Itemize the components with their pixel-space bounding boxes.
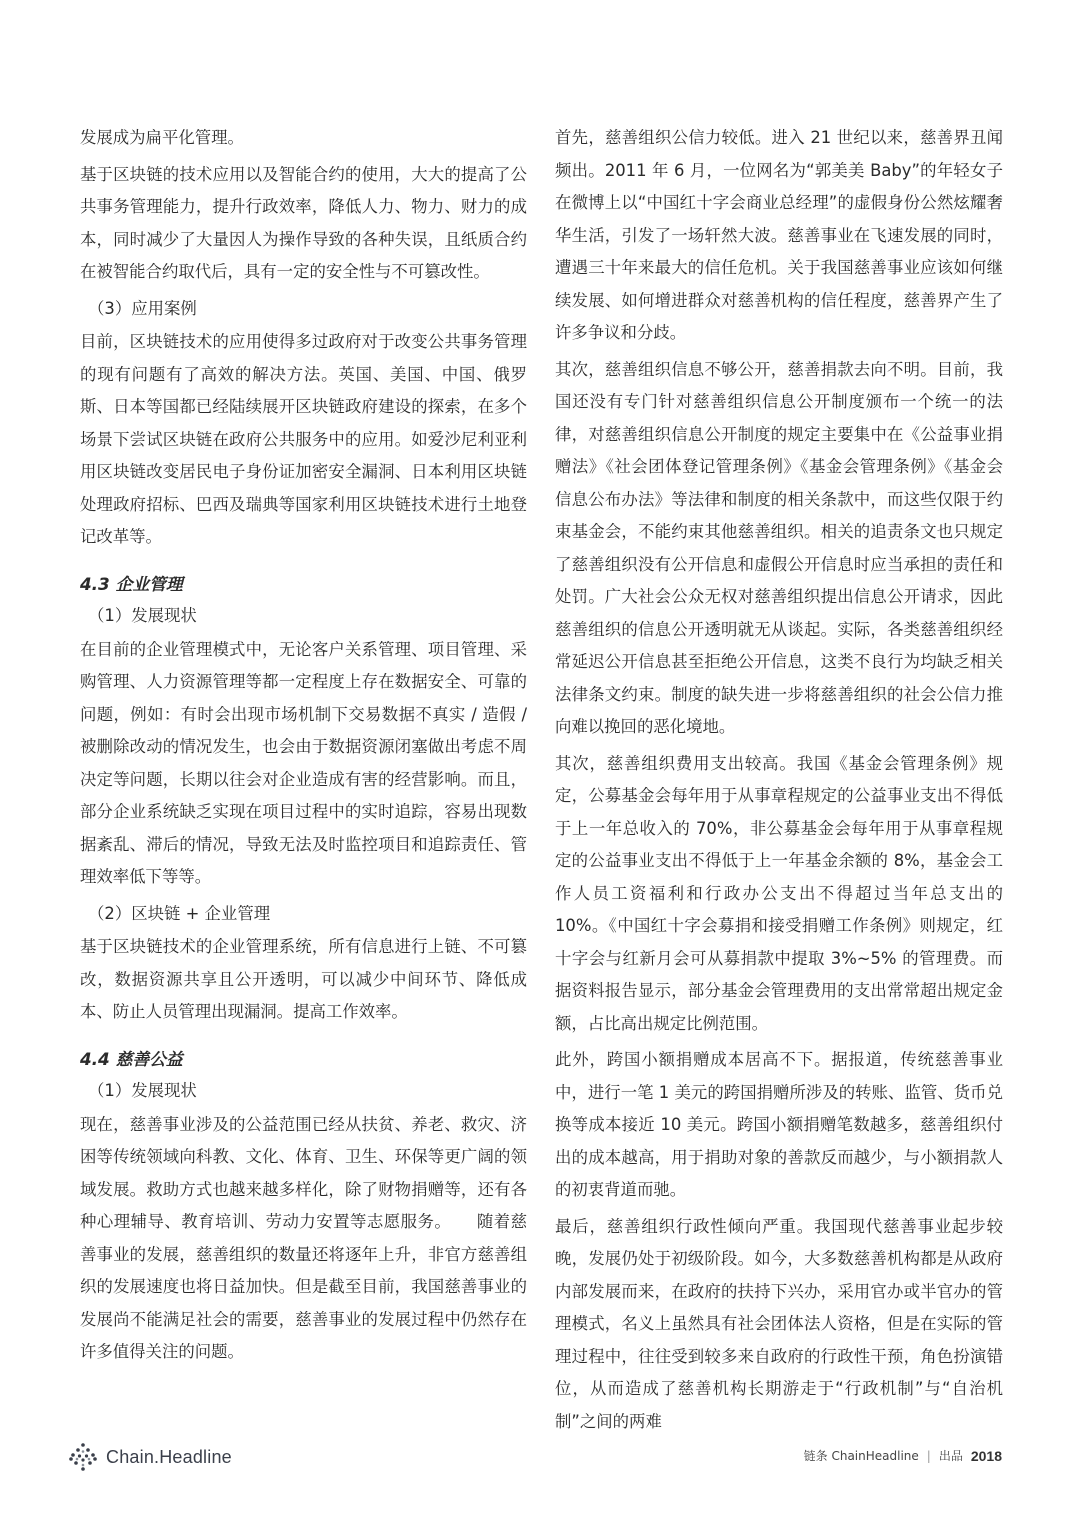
- body-paragraph: 在目前的企业管理模式中，无论客户关系管理、项目管理、采购管理、人力资源管理等都一定程度上存在数据安全、可靠的问题，例如：有时会出现市场机制下交易数据不真实 / 造假 / 被删除改动的情况发生，也会由于数据资源闭塞做出考虑不周决定等问题，长期以往会对企业造成有害的经营影响。而且，部分企业系统缺乏实现在项目过程中的实时追踪，容易出现数据紊乱、滞后的情况，导致无法及时监控项目和追踪责任、管理效率低下等等。: [80, 639, 527, 886]
- year-label: 2018: [970, 1447, 1002, 1464]
- subsection-label: （1）发展现状: [88, 1081, 197, 1100]
- left-column: [80, 122, 527, 1373]
- subsection-label: （1）发展现状: [88, 606, 197, 625]
- body-paragraph: 其次，慈善组织信息不够公开，慈善捐款去向不明。目前，我国还没有专门针对慈善组织信息公开制度颁布一个统一的法律，对慈善组织信息公开制度的规定主要集中在《公益事业捐赠法》《社会团体登记管理条例》《基金会管理条例》《基金会信息公布办法》等法律和制度的相关条款中，而这些仅限于约束基金会，不能约束其他慈善组织。相关的追责条文也只规定了慈善组织没有公开信息和虚假公开信息时应当承担的责任和处罚。广大社会公众无权对慈善组织提出信息公开请求，因此慈善组织的信息公开透明就无从谈起。实际，各类慈善组织经常延迟公开信息甚至拒绝公开信息，这类不良行为均缺乏相关法律条文约束。制度的缺失进一步将慈善组织的社会公信力推向难以挽回的恶化境地。: [555, 359, 1003, 736]
- body-paragraph: 基于区块链技术的企业管理系统，所有信息进行上链、不可篡改，数据资源共享且公开透明，可以减少中间环节、降低成本、防止人员管理出现漏洞。提高工作效率。: [80, 937, 527, 1021]
- body-paragraph: 发展成为扁平化管理。: [80, 128, 244, 147]
- body-paragraph: 目前，区块链技术的应用使得多过政府对于改变公共事务管理的现有问题有了高效的解决方法。英国、美国、中国、俄罗斯、日本等国都已经陆续展开区块链政府建设的探索，在多个场景下尝试区块链在政府公共服务中的应用。如爱沙尼利亚利用区块链改变居民电子身份证加密安全漏洞、日本利用区块链处理政府招标、巴西及瑞典等国家利用区块链技术进行土地登记改革等。: [80, 332, 527, 546]
- credit-brand: 链条 ChainHeadline: [803, 1449, 919, 1463]
- credit-separator: |: [926, 1448, 931, 1463]
- body-paragraph: 其次，慈善组织费用支出较高。我国《基金会管理条例》规定，公募基金会每年用于从事章程规定的公益事业支出不得低于上一年总收入的 70%，非公募基金会每年用于从事章程规定的公益事业支出不得低于上一年基金余额的 8%，基金会工作人员工资福利和行政办公支出不得超过当年总支出的 10%。《中国红十字会募捐和接受捐赠工作条例》则规定，红十字会与红新月会可从募捐款中提取 3%~5% 的管理费。而据资料报告显示，部分基金会管理费用的支出常常超出规定金额，占比高出规定比例范围。: [555, 753, 1003, 1033]
- body-paragraph: 此外，跨国小额捐赠成本居高不下。据报道，传统慈善事业中，进行一笔 1 美元的跨国捐赠所涉及的转账、监管、货币兑换等成本接近 10 美元。跨国小额捐赠笔数越多，慈善组织付出的成本越高，用于捐助对象的善款反而越少，与小额捐款人的初衷背道而驰。: [555, 1050, 1003, 1199]
- footer-credit: [804, 1447, 1002, 1464]
- subsection-label: （2）区块链 + 企业管理: [88, 903, 271, 923]
- body-paragraph: 基于区块链的技术应用以及智能合约的使用，大大的提高了公共事务管理能力，提升行政效率，降低人力、物力、财力的成本，同时减少了大量因人为操作导致的各种失误，且纸质合约在被智能合约取代后，具有一定的安全性与不可篡改性。: [80, 164, 527, 281]
- section-heading: 4.4 慈善公益: [80, 1048, 183, 1069]
- section-heading: 4.3 企业管理: [80, 573, 183, 594]
- subsection-label: （3）应用案例: [88, 298, 197, 318]
- credit-label: 出品: [938, 1449, 963, 1463]
- right-column: [555, 122, 1003, 1442]
- body-paragraph: 现在，慈善事业涉及的公益范围已经从扶贫、养老、救灾、济困等传统领域向科教、文化、体育、卫生、环保等更广阔的领域发展。救助方式也越来越多样化，除了财物捐赠等，还有各种心理辅导、教育培训、劳动力安置等志愿服务。 随着慈善事业的发展，慈善组织的数量还将逐年上升，非官方慈善组织的发展速度也将日益加快。但是截至目前，我国慈善事业的发展尚不能满足社会的需要，慈善事业的发展过程中仍然存在许多值得关注的问题。: [80, 1114, 527, 1361]
- page-footer: [0, 1436, 1080, 1480]
- body-paragraph: 首先，慈善组织公信力较低。进入 21 世纪以来，慈善界丑闻频出。2011 年 6 月，一位网名为“郭美美 Baby”的年轻女子在微博上以“中国红十字会商业总经理”的虚假身份公然炫耀奢华生活，引发了一场轩然大波。慈善事业在飞速发展的同时，遭遇三十年来最大的信任危机。关于我国慈善事业应该如何继续发展、如何增进群众对慈善机构的信任程度，慈善界产生了许多争议和分歧。: [555, 128, 1003, 342]
- logo-text: Chain.Headline: [106, 1446, 232, 1467]
- body-paragraph: 最后，慈善组织行政性倾向严重。我国现代慈善事业起步较晚，发展仍处于初级阶段。如今，大多数慈善机构都是从政府内部发展而来，在政府的扶持下兴办，采用官办或半官办的管理模式，名义上虽然具有社会团体法人资格，但是在实际的管理过程中，往往受到较多来自政府的行政性干预，角色扮演错位，从而造成了慈善机构长期游走于“行政机制”与“自治机制”之间的两难: [555, 1216, 1003, 1431]
- diamond-logo-icon: [68, 1442, 98, 1472]
- chainheadline-logo: [68, 1442, 232, 1472]
